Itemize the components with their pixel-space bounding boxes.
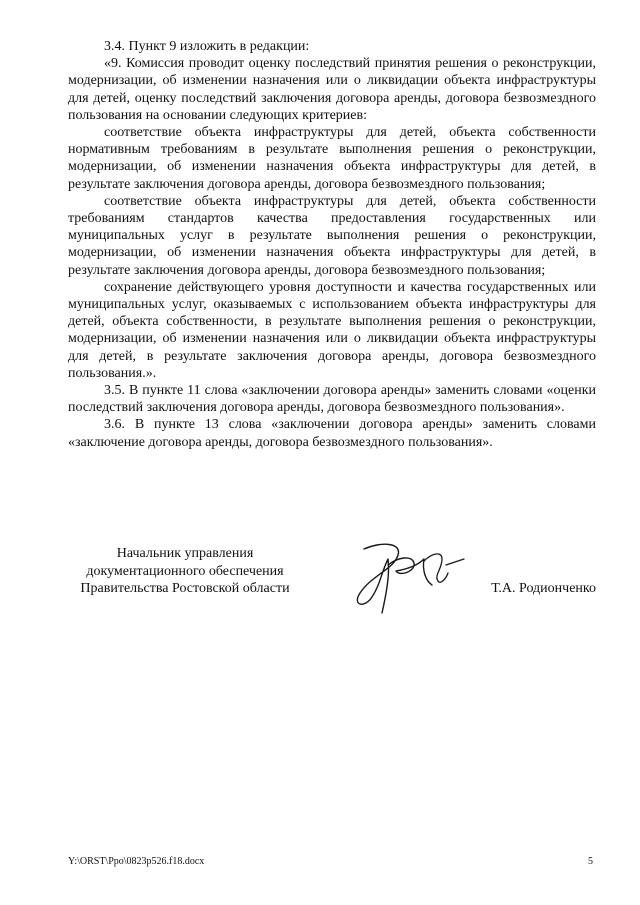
paragraph-criterion-1: соответствие объекта инфраструктуры для детей, объекта собственности нормативным требованиям в результате выполнения решения о реконструкции, модернизации, об изменении назначения объекта инфраструктуры для детей, в результате заключения договора аренды, договора безвозмездного пользования;	[68, 125, 596, 192]
paragraph-criterion-2: соответствие объекта инфраструктуры для детей, объекта собственности требованиям стандартов качества предоставления государственных или муниципальных услуг в результате выполнения решения о реконструкции, модернизации, об изменении назначения объекта инфраструктуры для детей, в результате заключения договора аренды, договора безвозмездного пользования;	[68, 193, 596, 278]
paragraph-3-5: 3.5. В пункте 11 слова «заключении договора аренды» заменить словами «оценки последствий заключения договора аренды, договора безвозмездного пользования».	[68, 383, 596, 416]
signatory-position-line-2: документационного обеспечения	[86, 563, 284, 579]
signatory-position-line-1: Начальник управления	[116, 546, 254, 561]
signatory-name: Т.А. Родионченко	[491, 581, 596, 596]
page-number: 5	[588, 856, 593, 867]
footer-file-path: Y:\ORST\Ppo\0823p526.f18.docx	[68, 856, 205, 867]
paragraph-item-9: «9. Комиссия проводит оценку последствий принятия решения о реконструкции, модернизации, об изменении назначения или о ликвидации объекта инфраструктуры для детей, оценку последствий заключения договора аренды, договора безвозмездного пользования на основании следующих критериев:	[68, 56, 596, 123]
signatory-position-line-3: Правительства Ростовской области	[80, 581, 290, 596]
handwritten-signature	[342, 535, 482, 620]
paragraph-3-6: 3.6. В пункте 13 слова «заключении договора аренды» заменить словами «заключение договора аренды, договора безвозмездного пользования».	[68, 417, 596, 450]
signature-block	[64, 545, 604, 625]
paragraph-criterion-3: сохранение действующего уровня доступности и качества государственных или муниципальных услуг, оказываемых с использованием объекта инфраструктуры для детей, объекта собственности, в результате выполнения решения о реконструкции, модернизации, об изменении назначения или о ликвидации объекта инфраструктуры для детей, в результате заключения договора аренды, договора безвозмездного пользования.».	[68, 279, 596, 381]
paragraph-3-4: 3.4. Пункт 9 изложить в редакции:	[104, 39, 310, 54]
signatory-position	[64, 545, 306, 598]
document-body	[68, 38, 596, 451]
